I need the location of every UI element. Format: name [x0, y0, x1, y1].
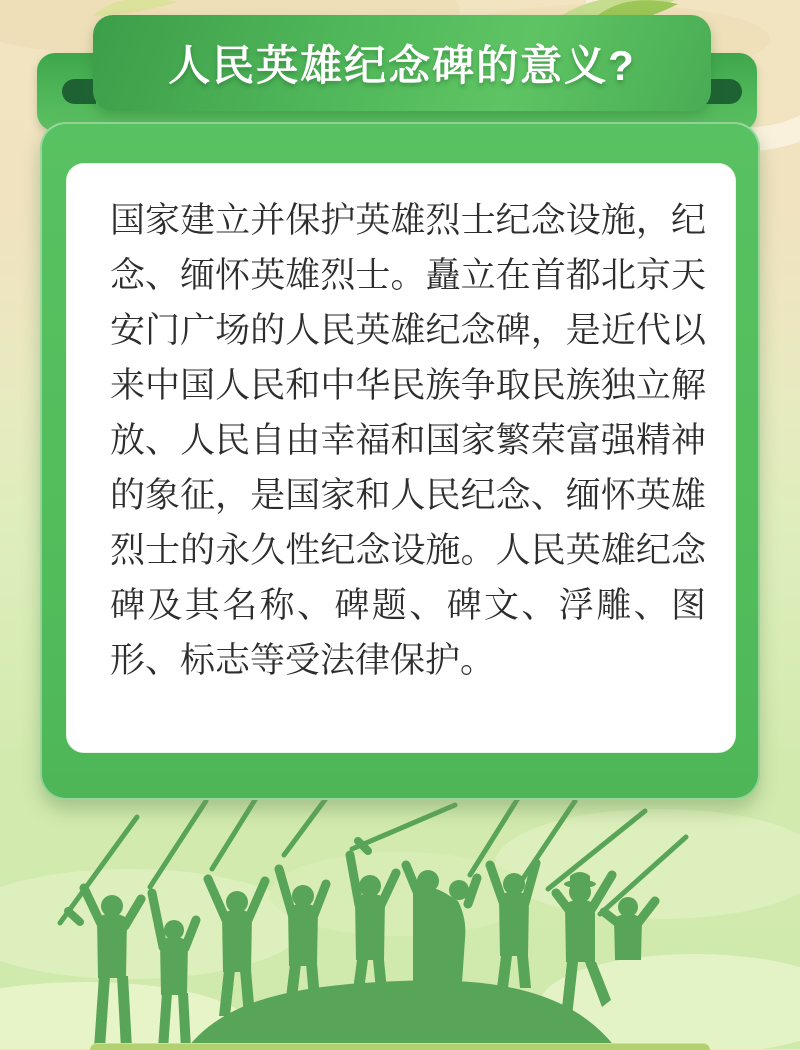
- body-paragraph: 国家建立并保护英雄烈士纪念设施，纪念、缅怀英雄烈士。矗立在首都北京天安门广场的人民英雄纪念碑，是近代以来中国人民和中华民族争取民族独立解放、人民自由幸福和国家繁荣富强精神的象征，是国家和人民纪念、缅怀英雄烈士的永久性纪念设施。人民英雄纪念碑及其名称、碑题、碑文、浮雕、图形、标志等受法律保护。: [110, 201, 706, 680]
- page-title: 人民英雄纪念碑的意义?: [168, 42, 636, 89]
- content-panel: [40, 122, 760, 800]
- leaf-icon: [90, 0, 180, 16]
- title-banner: [93, 15, 711, 111]
- soldiers-silhouette-illustration: [0, 789, 800, 1049]
- text-card: [66, 163, 736, 753]
- ribbon-notch-left: [62, 79, 96, 104]
